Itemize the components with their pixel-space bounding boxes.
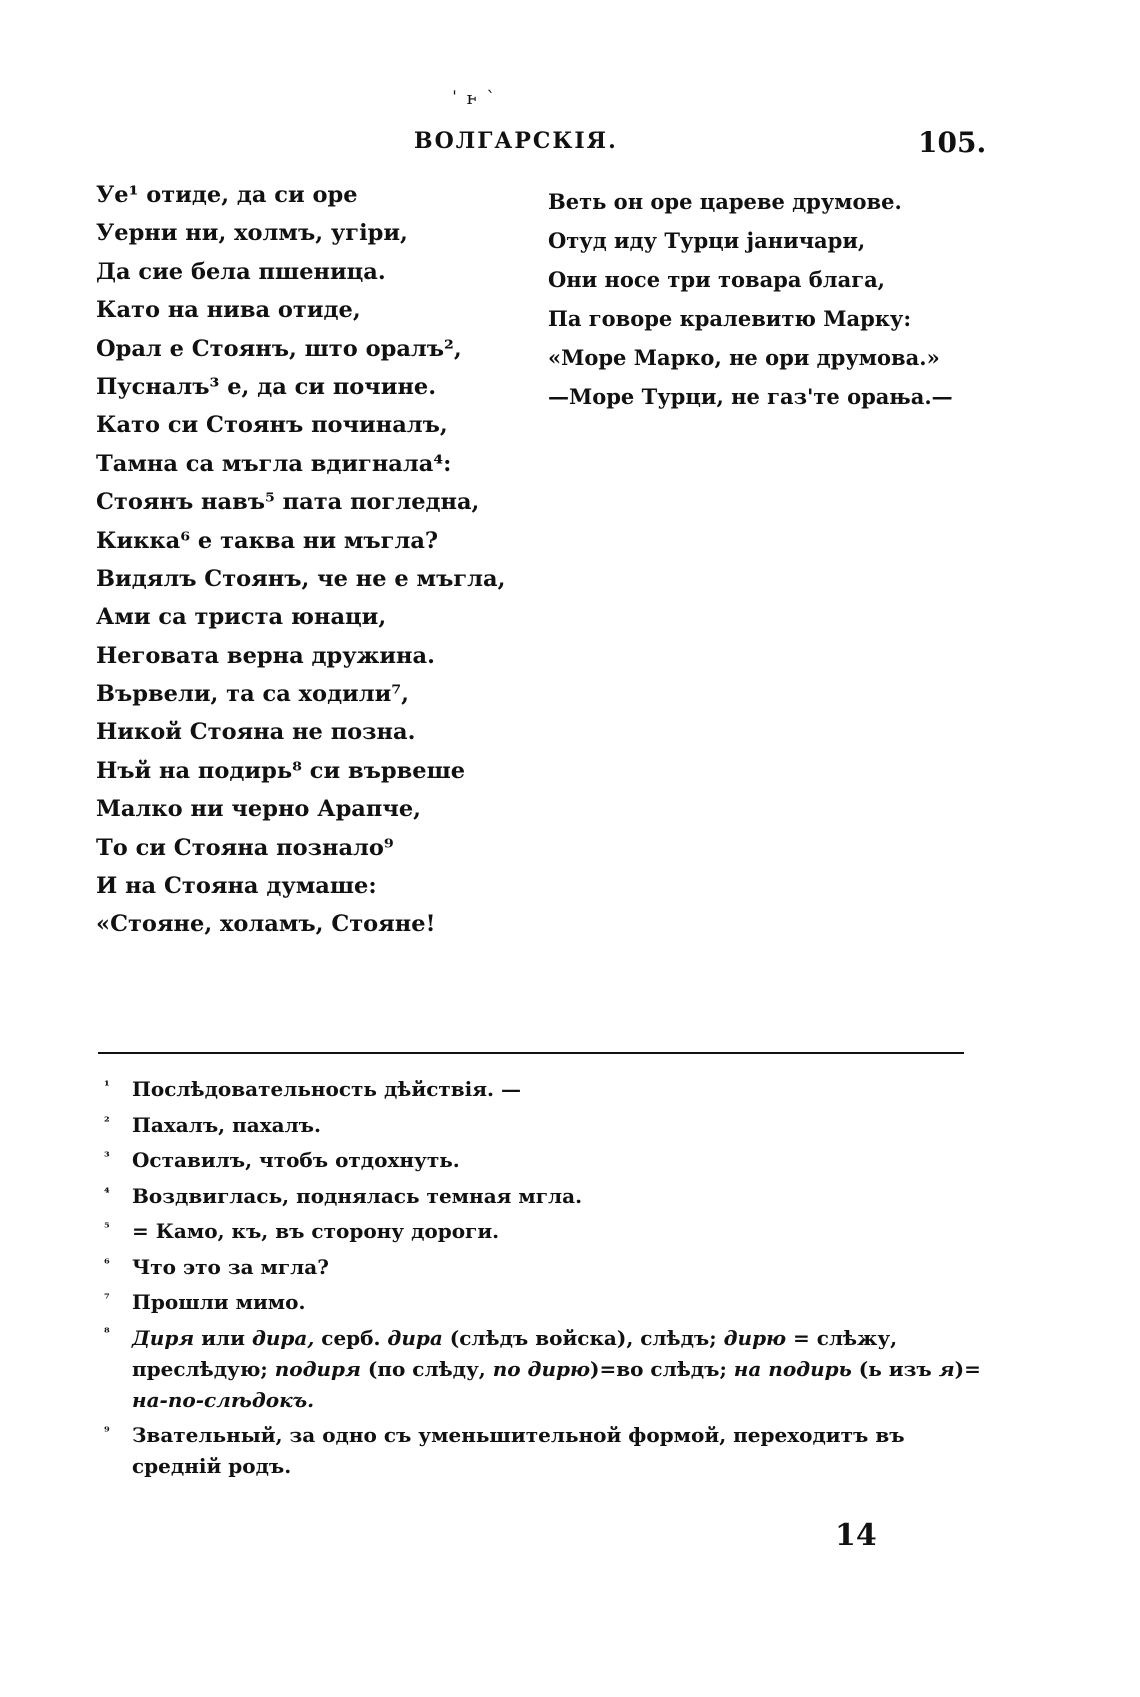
poem-line: Неговата верна дружина.	[96, 642, 435, 669]
footnote-text: )=	[954, 1356, 981, 1381]
footnote	[104, 1250, 984, 1286]
footnote-term: подиря	[274, 1356, 361, 1381]
footnote-term: я	[938, 1356, 955, 1381]
poem-line: Ами са триста юнаци,	[96, 604, 387, 631]
footnote-number: ⁹	[104, 1424, 110, 1440]
footnote-term: по дирю	[492, 1356, 591, 1381]
footnote-number: ⁷	[104, 1292, 110, 1307]
poem-line: Веть он оре цареве друмове.	[548, 189, 902, 214]
footnote-term: на подирь	[733, 1356, 852, 1381]
poem-line: Да сие бела пшеница.	[96, 258, 386, 285]
footnote	[104, 1321, 984, 1420]
footnote	[104, 1420, 984, 1482]
footnote-text: Оставилъ, чтобъ отдохнуть.	[132, 1148, 460, 1172]
footnote-term: дира,	[251, 1325, 315, 1350]
footnote-text: (слѣдъ войска), слѣдъ;	[442, 1325, 724, 1350]
poem-right-column	[548, 182, 988, 416]
poem-line: Нъй на подирь⁸ си вървеше	[96, 757, 466, 784]
running-title: ВОЛГАРСКIЯ.	[414, 128, 618, 154]
page-number: 105.	[918, 126, 987, 159]
footnote-term: дирю	[723, 1325, 787, 1350]
footnote-term: Диря	[132, 1325, 195, 1350]
poem-left-column	[96, 176, 556, 944]
footnote-number: ⁶	[104, 1256, 110, 1272]
footnotes	[104, 1072, 984, 1482]
footnote-term: дира	[387, 1325, 443, 1350]
footnote-text: )=во слѣдъ;	[590, 1356, 734, 1381]
poem-line: Они носе три товара блага,	[548, 267, 885, 292]
footnote	[104, 1108, 984, 1144]
poem-line: Уерни ни, холмъ, угiри,	[96, 220, 408, 247]
poem-line: Уе¹ отиде, да си оре	[96, 182, 358, 208]
footnote	[104, 1072, 984, 1108]
footnote-text: серб.	[314, 1325, 388, 1350]
poem-line: То си Стояна познало⁹	[96, 834, 394, 861]
footnote-number: ⁸	[104, 1325, 110, 1341]
signature-mark: 14	[835, 1518, 877, 1553]
poem-line: Орал е Стоянъ, што оралъ²,	[96, 335, 462, 362]
poem-line: Никой Стояна не позна.	[96, 719, 416, 746]
footnote-text: Прошли мимо.	[132, 1290, 306, 1314]
footnote-text: Послѣдовательность дѣйствiя. —	[132, 1077, 521, 1101]
poem-line: И на Стояна думаше:	[96, 873, 377, 900]
poem-line: Вървели, та са ходили⁷,	[96, 681, 409, 708]
poem-line: Па говоре кралевитю Марку:	[548, 306, 912, 331]
poem-line: Стоянъ навъ⁵ пата погледна,	[96, 489, 480, 516]
poem-line: Като на нива отиде,	[96, 297, 361, 324]
footnote-separator	[98, 1052, 964, 1054]
footnote-number: ²	[104, 1114, 110, 1130]
footnote-number: ⁴	[104, 1185, 110, 1201]
footnote-text: (по слѣду,	[360, 1356, 493, 1381]
poem-line: «Море Марко, не ори друмова.»	[548, 345, 940, 370]
poem-line: «Стояне, холамъ, Стояне!	[96, 911, 436, 938]
footnote-text: или	[194, 1325, 252, 1350]
footnote-number: ¹	[104, 1079, 110, 1094]
footnote-text: = слѣжу, преслѣдую;	[132, 1325, 898, 1381]
footnote	[104, 1179, 984, 1215]
footnote-text: (ь изъ	[851, 1356, 939, 1381]
footnote-text: Воздвиглась, поднялась темная мгла.	[132, 1183, 583, 1208]
footnote-text: Звательный, за одно съ уменьшительной формой, переходитъ въ среднiй родъ.	[132, 1422, 905, 1478]
footnote-text: = Камо, къ, въ сторону дороги.	[132, 1219, 500, 1243]
footnote-text: Что это за мгла?	[132, 1254, 329, 1279]
footnote-term: на-по-слѣдокъ.	[132, 1387, 315, 1412]
footnote-number: ³	[104, 1150, 110, 1165]
poem-line: Като си Стоянъ починалъ,	[96, 412, 448, 439]
footnote-number: ⁵	[104, 1221, 110, 1236]
footnote	[104, 1285, 984, 1321]
poem-line: Тамна са мъгла вдигнала⁴:	[96, 450, 452, 477]
poem-line: Видялъ Стоянъ, че не е мъгла,	[96, 565, 506, 592]
head-ornament: ˈ ⱶ ˋ	[452, 88, 498, 109]
poem-line: Кикка⁶ е таква ни мъгла?	[96, 527, 439, 554]
poem-line: —Море Турци, не газ'те орања.—	[548, 384, 953, 409]
footnote	[104, 1214, 984, 1250]
poem-line: Малко ни черно Арапче,	[96, 796, 421, 823]
poem-line: Пусналъ³ е, да си почине.	[96, 373, 437, 400]
footnote-text: Пахалъ, пахалъ.	[132, 1112, 321, 1137]
poem-line: Отуд иду Турци јаничари,	[548, 228, 866, 253]
footnote	[104, 1143, 984, 1179]
